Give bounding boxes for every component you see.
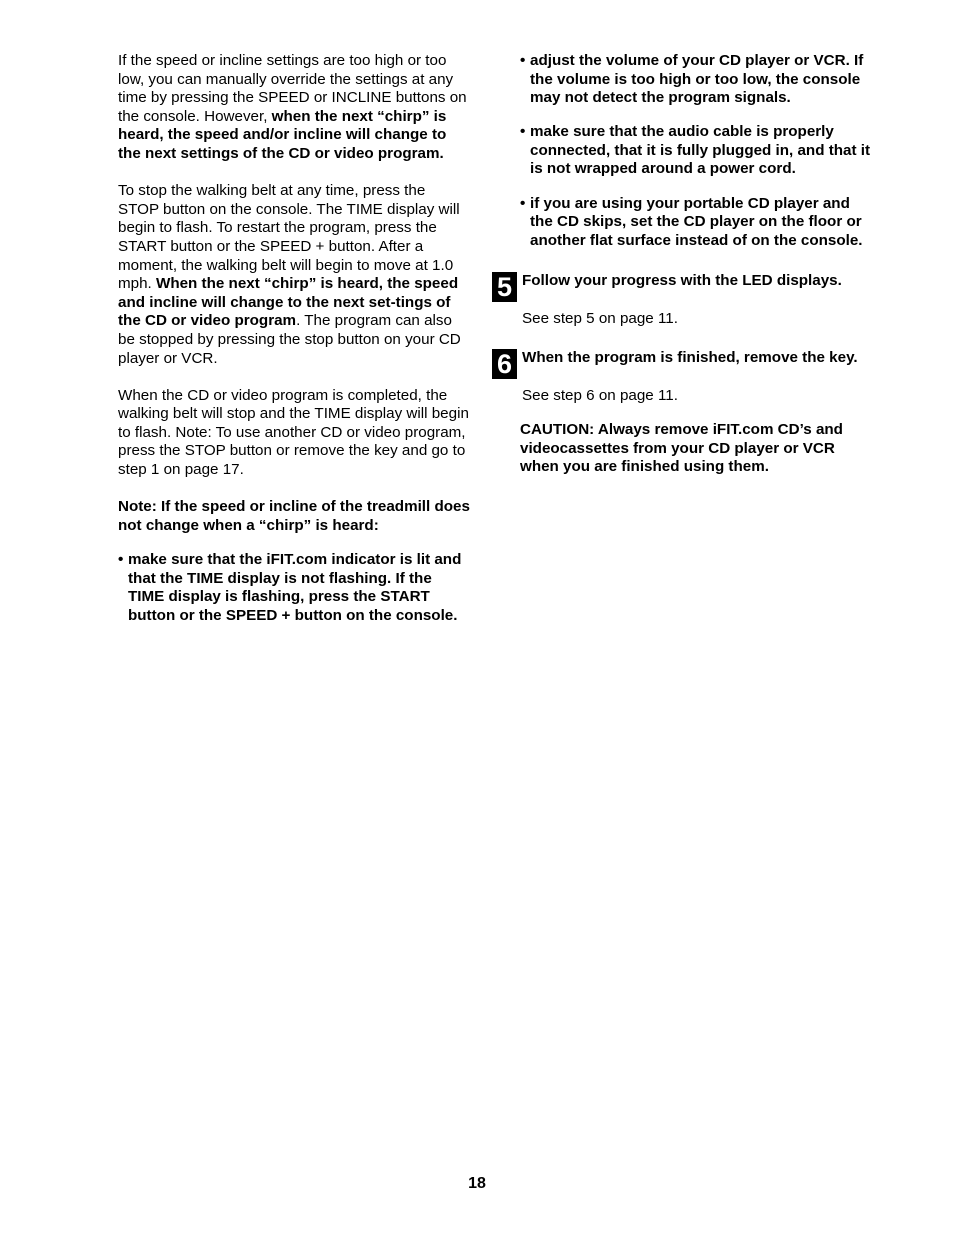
- paragraph-override: [118, 52, 470, 164]
- bullet-dot: •: [520, 52, 526, 69]
- bullet-item: [520, 123, 872, 179]
- paragraph-stop: [118, 182, 470, 368]
- right-column: [520, 52, 872, 266]
- bullet-text: adjust the volume of your CD player or VCR. If the volume is too high or too low, the console may not detect the program signals.: [530, 52, 864, 107]
- paragraph-text: . The program can also be stopped by pressing the stop button on your CD player or VCR.: [118, 312, 461, 367]
- paragraph-text: If the speed or incline settings are too high or too low, you can manually override the settings at any time by pressing the SPEED or INCLINE buttons on the console. However,: [118, 52, 467, 125]
- bullet-item: [118, 551, 470, 625]
- bullet-item: [520, 195, 872, 251]
- step-title: Follow your progress with the LED displays.: [522, 272, 842, 289]
- left-column: [118, 52, 470, 641]
- step-number-badge: 6: [492, 349, 517, 379]
- bullet-item: [520, 52, 872, 108]
- step-title: When the program is finished, remove the key.: [522, 349, 858, 366]
- step-body: See step 5 on page 11.: [522, 310, 678, 327]
- paragraph-bold: when the next “chirp” is heard, the speed and/or incline will change to the next settings of the CD or video program.: [118, 107, 447, 162]
- step-number-badge: 5: [492, 272, 517, 302]
- note-heading: Note: If the speed or incline of the treadmill does not change when a “chirp” is heard:: [118, 498, 470, 534]
- step-body: See step 6 on page 11.: [522, 387, 678, 404]
- bullet-text: if you are using your portable CD player and the CD skips, set the CD player on the floor or another flat surface instead of on the console.: [530, 194, 863, 249]
- paragraph-bold: When the next “chirp” is heard, the speed and incline will change to the next set-tings of the CD or video program: [118, 275, 459, 330]
- caution-note: CAUTION: Always remove iFIT.com CD’s and videocassettes from your CD player or VCR when you are finished using them.: [520, 421, 843, 476]
- bullet-text: make sure that the audio cable is properly connected, that it is fully plugged in, and that it is not wrapped around a power cord.: [530, 123, 871, 178]
- page-number: 18: [468, 1175, 486, 1192]
- paragraph-completed: When the CD or video program is completed, the walking belt will stop and the TIME display will begin to flash. Note: To use another CD or video program, press the STOP button or remove the key and go to step 1 on page 17.: [118, 386, 469, 479]
- bullet-dot: •: [520, 123, 526, 141]
- paragraph-text: To stop the walking belt at any time, press the STOP button on the console. The TIME display will begin to flash. To restart the program, press the START button or the SPEED + button. After a moment, the walking belt will begin to move at 1.0 mph.: [118, 182, 460, 293]
- bullet-dot: •: [118, 550, 124, 568]
- bullet-text: make sure that the iFIT.com indicator is lit and that the TIME display is not flashing. If the TIME display is flashing, press the START button or the SPEED + button on the console.: [128, 550, 462, 624]
- bullet-dot: •: [520, 194, 526, 212]
